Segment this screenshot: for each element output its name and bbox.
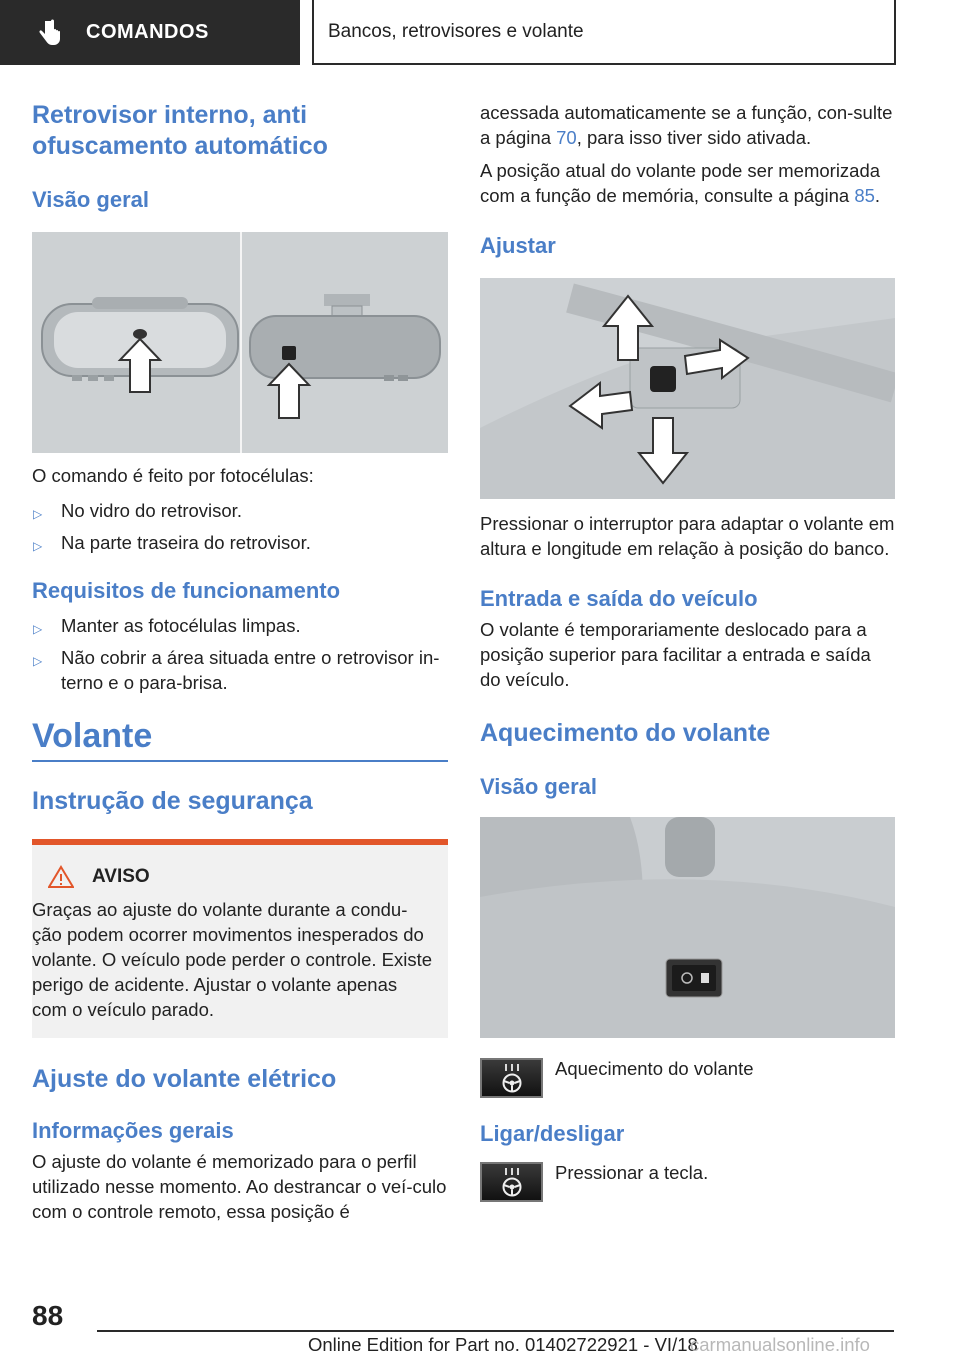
requirements-bullet-list bbox=[32, 613, 448, 695]
on-off-heading: Ligar/desligar bbox=[480, 1121, 625, 1146]
right-column bbox=[480, 100, 896, 1202]
safety-heading: Instrução de segurança bbox=[32, 787, 313, 815]
memory-text: A posição atual do volante pode ser memorizada com a função de memória, consulte a página 85. bbox=[480, 160, 881, 206]
footer-divider bbox=[97, 1330, 894, 1332]
heating-heading: Aquecimento do volante bbox=[480, 719, 771, 747]
heating-button-photo bbox=[480, 817, 895, 1038]
adjust-heading: Ajustar bbox=[480, 233, 556, 258]
chapter-tab-label: COMANDOS bbox=[86, 21, 209, 43]
adjust-text: Pressionar o interruptor para adaptar o volante em altura e longitude em relação à posição do banco. bbox=[480, 513, 895, 559]
mirror-photo bbox=[32, 232, 448, 453]
mirror-overview-heading: Visão geral bbox=[32, 187, 149, 212]
watermark: carmanualsonline.info bbox=[690, 1334, 870, 1355]
steering-heat-icon bbox=[480, 1058, 543, 1098]
heating-overview-heading: Visão geral bbox=[480, 774, 597, 799]
on-off-row bbox=[480, 1162, 896, 1202]
mirror-heading: Retrovisor interno, anti ofuscamento automático bbox=[32, 101, 328, 160]
warning-text: Graças ao ajuste do volante durante a condu-ção podem ocorrer movimentos inesperados do volante. O veículo pode perder o controle. Existe perigo de acidente. Ajustar o volante apenas com o veículo parado. bbox=[32, 899, 433, 1020]
list-item: ▷ Manter as fotocélulas limpas. bbox=[32, 613, 448, 638]
entry-exit-heading: Entrada e saída do veículo bbox=[480, 586, 758, 611]
warning-title: AVISO bbox=[48, 865, 434, 889]
bullet-triangle-icon: ▷ bbox=[33, 654, 43, 668]
bullet-triangle-icon: ▷ bbox=[33, 539, 43, 553]
mirror-caption: O comando é feito por fotocélulas: bbox=[32, 465, 314, 486]
page-link-85[interactable]: 85 bbox=[854, 185, 875, 206]
steering-adjust-photo bbox=[480, 278, 895, 499]
heating-icon-row bbox=[480, 1058, 896, 1098]
bullet-triangle-icon: ▷ bbox=[33, 507, 43, 521]
continuation-text: acessada automaticamente se a função, con-sulte a página 70, para isso tiver sido ativada. bbox=[480, 102, 893, 148]
requirements-heading: Requisitos de funcionamento bbox=[32, 578, 341, 603]
steering-heat-icon bbox=[480, 1162, 543, 1202]
section-title: Bancos, retrovisores e volante bbox=[312, 0, 896, 65]
list-item: ▷ Não cobrir a área situada entre o retrovisor in-terno e o para-brisa. bbox=[33, 647, 440, 693]
general-info-heading: Informações gerais bbox=[32, 1118, 234, 1143]
hand-pointer-icon bbox=[34, 18, 64, 48]
general-info-text: O ajuste do volante é memorizado para o perfil utilizado nesse momento. Ao destrancar o veí-culo com o controle remoto, essa posição é bbox=[32, 1151, 447, 1222]
mirror-bullet-list bbox=[32, 498, 448, 555]
list-item: ▷ Na parte traseira do retrovisor. bbox=[32, 530, 448, 555]
steering-wheel-heading: Volante bbox=[32, 717, 448, 762]
warning-box bbox=[32, 839, 448, 1038]
edition-text: Online Edition for Part no. 01402722921 - VI/18 bbox=[308, 1334, 698, 1355]
left-column bbox=[32, 100, 448, 1224]
on-off-text: Pressionar a tecla. bbox=[555, 1162, 709, 1183]
warning-triangle-icon bbox=[48, 865, 74, 889]
bullet-triangle-icon: ▷ bbox=[33, 622, 43, 636]
chapter-tab bbox=[0, 0, 300, 65]
heating-icon-label: Aquecimento do volante bbox=[555, 1058, 754, 1079]
page-number: 88 bbox=[32, 1300, 64, 1331]
entry-exit-text: O volante é temporariamente deslocado para a posição superior para facilitar a entrada e saída do veículo. bbox=[480, 619, 871, 690]
page-link-70[interactable]: 70 bbox=[556, 127, 577, 148]
list-item: ▷ No vidro do retrovisor. bbox=[32, 498, 448, 523]
electric-adjust-heading: Ajuste do volante elétrico bbox=[32, 1065, 337, 1093]
